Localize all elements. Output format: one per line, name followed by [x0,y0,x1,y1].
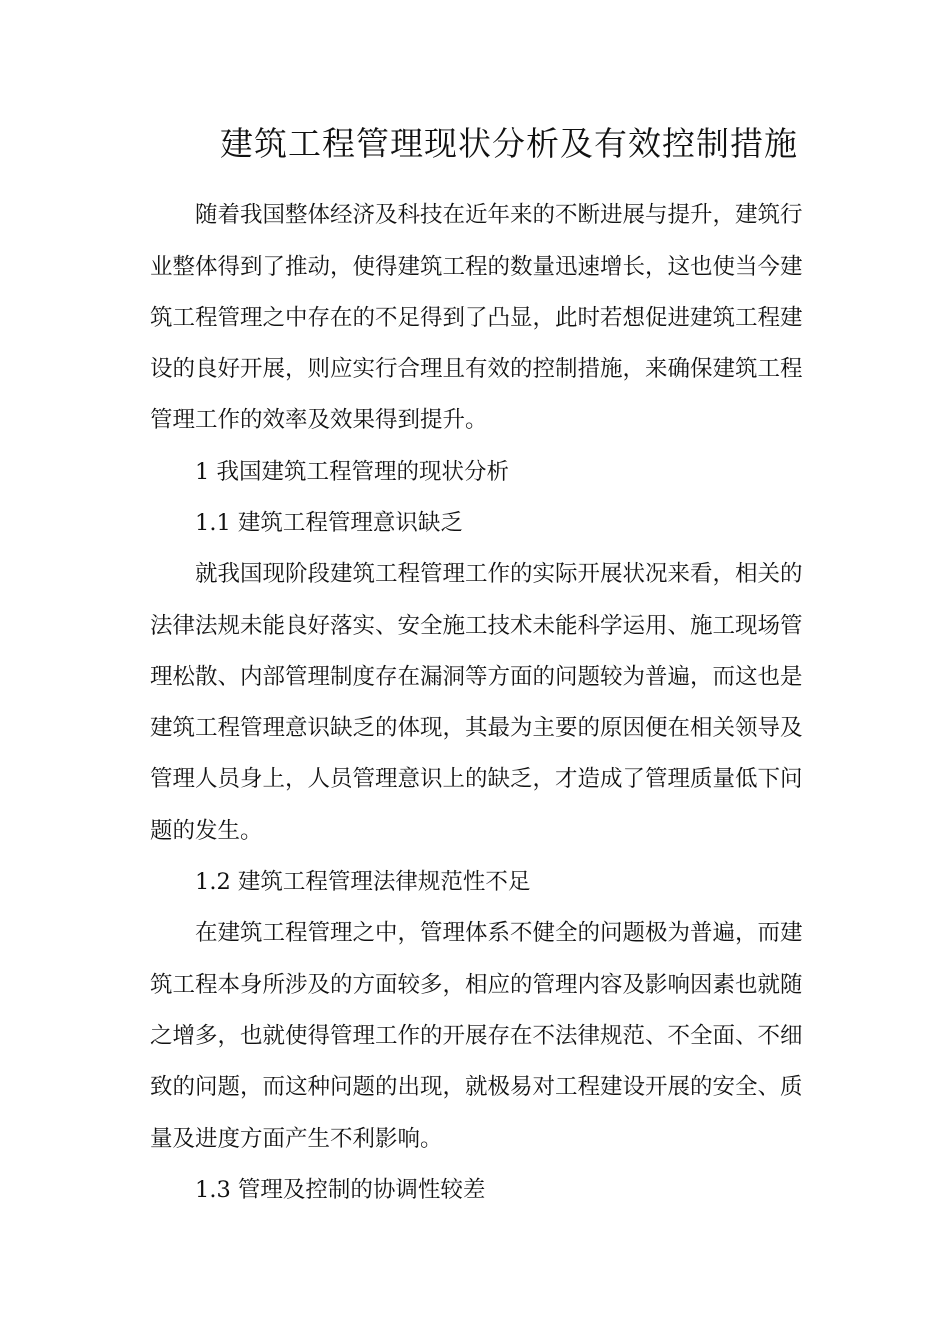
paragraph-line: 就我国现阶段建筑工程管理工作的实际开展状况来看，相关的 [195,561,803,587]
paragraph-line: 随着我国整体经济及科技在近年来的不断进展与提升，建筑行 [195,202,803,228]
paragraph-line: 之增多，也就使得管理工作的开展存在不法律规范、不全面、不细 [150,1023,803,1049]
paragraph-line: 管理人员身上，人员管理意识上的缺乏，才造成了管理质量低下问 [150,766,803,792]
subsection-heading: 1.3 管理及控制的协调性较差 [195,1177,486,1203]
paragraph-line: 致的问题，而这种问题的出现，就极易对工程建设开展的安全、质 [150,1074,803,1100]
paragraph-line: 管理工作的效率及效果得到提升。 [150,407,488,433]
subsection-heading: 1.2 建筑工程管理法律规范性不足 [195,869,531,895]
paragraph-line: 法律法规未能良好落实、安全施工技术未能科学运用、施工现场管 [150,613,803,639]
paragraph-line: 业整体得到了推动，使得建筑工程的数量迅速增长，这也使当今建 [150,254,803,280]
paragraph-line: 筑工程本身所涉及的方面较多，相应的管理内容及影响因素也就随 [150,972,803,998]
document-title: 建筑工程管理现状分析及有效控制措施 [220,124,798,163]
paragraph-line: 建筑工程管理意识缺乏的体现，其最为主要的原因便在相关领导及 [150,715,803,741]
paragraph-line: 设的良好开展，则应实行合理且有效的控制措施，来确保建筑工程 [150,356,803,382]
paragraph-line: 题的发生。 [150,818,263,844]
paragraph-line: 在建筑工程管理之中，管理体系不健全的问题极为普遍，而建 [195,920,803,946]
section-heading: 1 我国建筑工程管理的现状分析 [195,459,509,485]
subsection-heading: 1.1 建筑工程管理意识缺乏 [195,510,463,536]
paragraph-line: 理松散、内部管理制度存在漏洞等方面的问题较为普遍，而这也是 [150,664,803,690]
paragraph-line: 筑工程管理之中存在的不足得到了凸显，此时若想促进建筑工程建 [150,305,803,331]
paragraph-line: 量及进度方面产生不利影响。 [150,1126,443,1152]
